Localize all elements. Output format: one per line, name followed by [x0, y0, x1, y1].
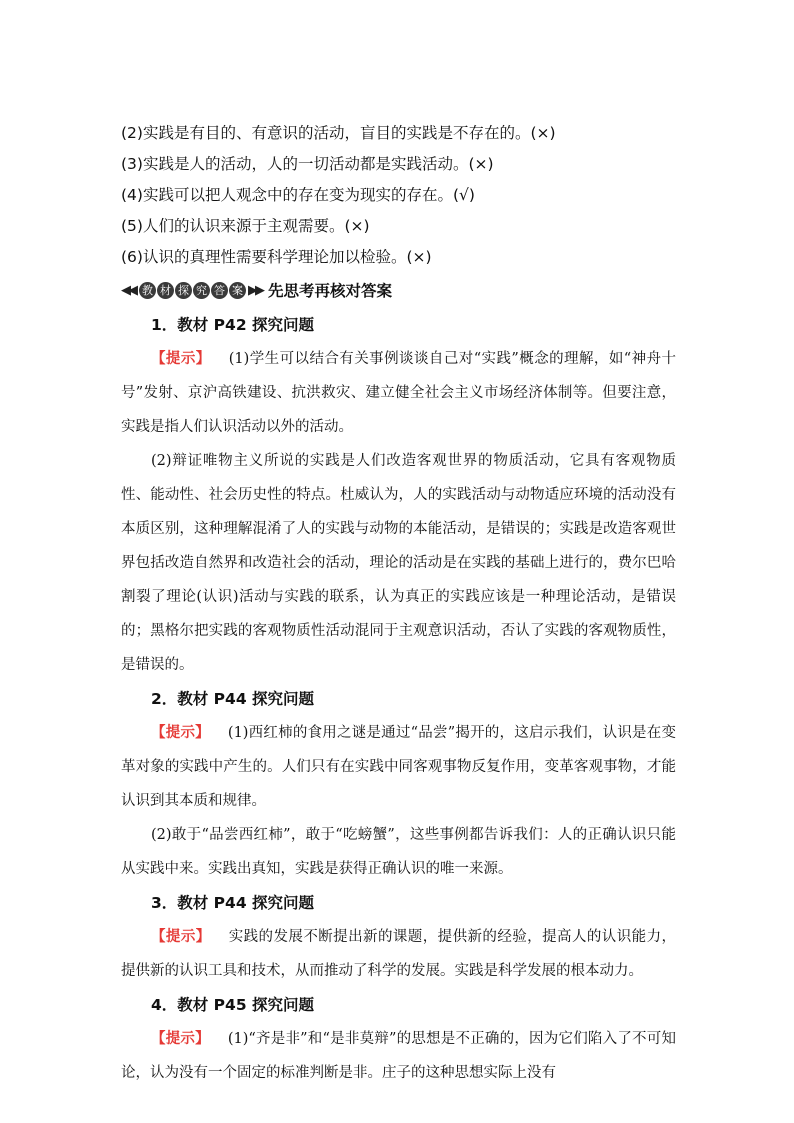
tf-item: (3)实践是人的活动，人的一切活动都是实践活动。(×) — [121, 155, 494, 173]
hint-label: 【提示】 — [151, 351, 211, 367]
banner-char-badge: 案 — [229, 282, 246, 299]
answer-paragraph — [121, 1022, 676, 1090]
tf-item: (6)认识的真理性需要科学理论加以检验。(×) — [121, 248, 432, 266]
banner-char-badge: 探 — [175, 282, 192, 299]
section-4 — [121, 988, 676, 1090]
answer-text: (1)“齐是非”和“是非莫辩”的思想是不正确的，因为它们陷入了不可知论，认为没有一个固定的标准判断是非。庄子的这种思想实际上没有 — [121, 1031, 676, 1081]
hint-label: 【提示】 — [151, 929, 211, 945]
answer-text: 实践的发展不断提出新的课题，提供新的经验，提高人的认识能力，提供新的认识工具和技术，从而推动了科学的发展。实践是科学发展的根本动力。 — [121, 929, 677, 979]
answer-paragraph — [121, 342, 676, 444]
answer-paragraph — [121, 920, 676, 988]
banner-char-badge: 答 — [211, 282, 228, 299]
answer-banner — [121, 276, 676, 304]
document-content — [121, 118, 676, 1090]
answer-text: (1)学生可以结合有关事例谈谈自己对“实践”概念的理解，如“神舟十号”发射、京沪高铁建设、抗洪救灾、建立健全社会主义市场经济体制等。但要注意，实践是指人们认识活动以外的活动。 — [121, 351, 676, 435]
banner-text: 先思考再核对答案 — [268, 282, 393, 300]
answer-paragraph — [121, 716, 676, 818]
section-heading: 3．教材 P44 探究问题 — [151, 894, 315, 912]
answer-paragraph: (2)辩证唯物主义所说的实践是人们改造客观世界的物质活动，它具有客观物质性、能动性、社会历史性的特点。杜威认为，人的实践活动与动物适应环境的活动没有本质区别，这种理解混淆了人的实践与动物的本能活动，是错误的；实践是改造客观世界包括改造自然界和改造社会的活动，理论的活动是在实践的基础上进行的，费尔巴哈割裂了理论(认识)活动与实践的联系，认为真正的实践应该是一种理论活动，是错误的；黑格尔把实践的客观物质性活动混同于主观意识活动，否认了实践的客观物质性，是错误的。 — [121, 453, 676, 673]
true-false-list — [121, 118, 676, 273]
tf-item: (5)人们的认识来源于主观需要。(×) — [121, 217, 370, 235]
section-heading: 4．教材 P45 探究问题 — [151, 996, 315, 1014]
double-left-arrow-icon: ◀◀ — [121, 282, 135, 298]
tf-item: (4)实践可以把人观念中的存在变为现实的存在。(√) — [121, 186, 475, 204]
answer-text: (1)西红柿的食用之谜是通过“品尝”揭开的，这启示我们，认识是在变革对象的实践中产生的。人们只有在实践中同客观事物反复作用，变革客观事物，才能认识到其本质和规律。 — [121, 725, 676, 809]
tf-item: (2)实践是有目的、有意识的活动，盲目的实践是不存在的。(×) — [121, 124, 556, 142]
double-right-arrow-icon: ▶▶ — [248, 282, 262, 298]
hint-label: 【提示】 — [151, 725, 210, 741]
section-1 — [121, 308, 676, 682]
section-heading: 1．教材 P42 探究问题 — [151, 316, 315, 334]
banner-char-badge: 教 — [139, 282, 156, 299]
section-2 — [121, 682, 676, 886]
section-heading: 2．教材 P44 探究问题 — [151, 690, 315, 708]
banner-char-badge: 材 — [157, 282, 174, 299]
hint-label: 【提示】 — [151, 1031, 210, 1047]
section-3 — [121, 886, 676, 988]
banner-char-badge: 究 — [193, 282, 210, 299]
answer-paragraph: (2)敢于“品尝西红柿”，敢于“吃螃蟹”，这些事例都告诉我们：人的正确认识只能从实践中来。实践出真知，实践是获得正确认识的唯一来源。 — [121, 827, 676, 877]
